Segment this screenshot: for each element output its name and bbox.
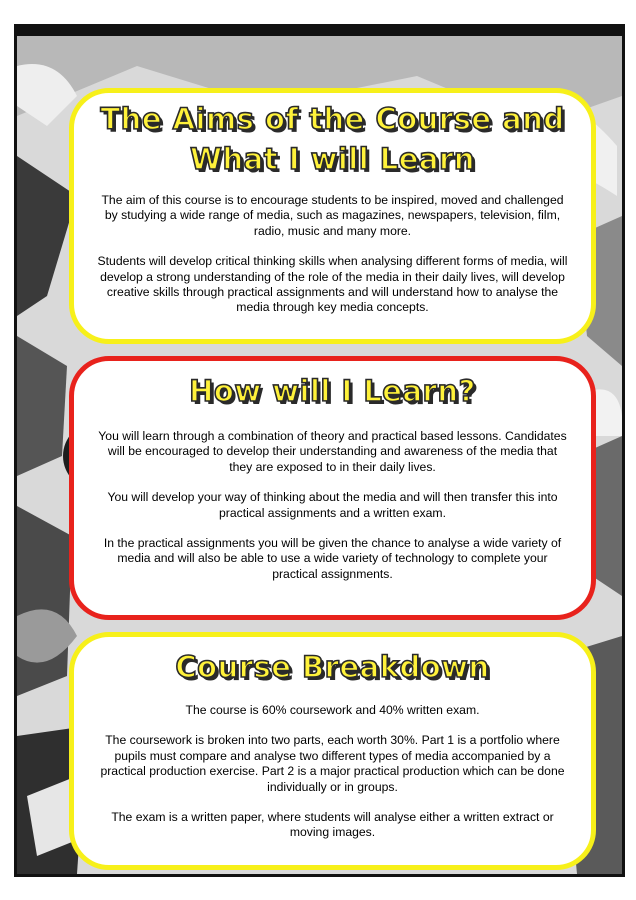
breakdown-paragraph-3: The exam is a written paper, where students will analyse either a written extract or moving images. xyxy=(111,810,554,840)
aims-paragraph-2: Students will develop critical thinking skills when analysing different forms of media, will develop a strong understanding of the role of the media in their daily lives, will develop creative skills through practical assignments and will understand how to analyse the media through key media concepts. xyxy=(97,254,568,315)
aims-title-line-1: The Aims of the Course and xyxy=(100,102,565,136)
how-learn-paragraph-1: You will learn through a combination of theory and practical based lessons. Candidates will be encouraged to develop their understanding and awareness of the media that they are exposed to in their daily lives. xyxy=(98,429,567,474)
how-learn-panel xyxy=(69,356,596,620)
breakdown-title: Course Breakdown xyxy=(175,650,490,684)
aims-title xyxy=(96,99,569,179)
aims-panel xyxy=(69,88,596,344)
how-learn-title: How will I Learn? xyxy=(189,374,476,408)
breakdown-body xyxy=(96,703,569,841)
breakdown-paragraph-1: The course is 60% coursework and 40% written exam. xyxy=(185,703,480,717)
breakdown-panel xyxy=(69,632,596,870)
page-frame xyxy=(14,24,625,877)
how-learn-body xyxy=(96,429,569,582)
aims-body xyxy=(96,193,569,316)
breakdown-paragraph-2: The coursework is broken into two parts, each worth 30%. Part 1 is a portfolio where pupils must compare and analyse two different types of media accompanied by a practical production exercise. Part 2 is a major practical production which can be done individually or in groups. xyxy=(100,733,565,794)
how-learn-paragraph-3: In the practical assignments you will be given the chance to analyse a wide variety of media and will also be able to use a wide variety of technology to complete your practical assignments. xyxy=(103,536,562,581)
aims-title-line-2: What I will Learn xyxy=(190,142,475,176)
how-learn-paragraph-2: You will develop your way of thinking about the media and will then transfer this into practical assignments and a written exam. xyxy=(107,490,558,520)
aims-paragraph-1: The aim of this course is to encourage students to be inspired, moved and challenged by studying a wide range of media, such as magazines, newspapers, television, film, radio, music and many more. xyxy=(101,193,564,238)
